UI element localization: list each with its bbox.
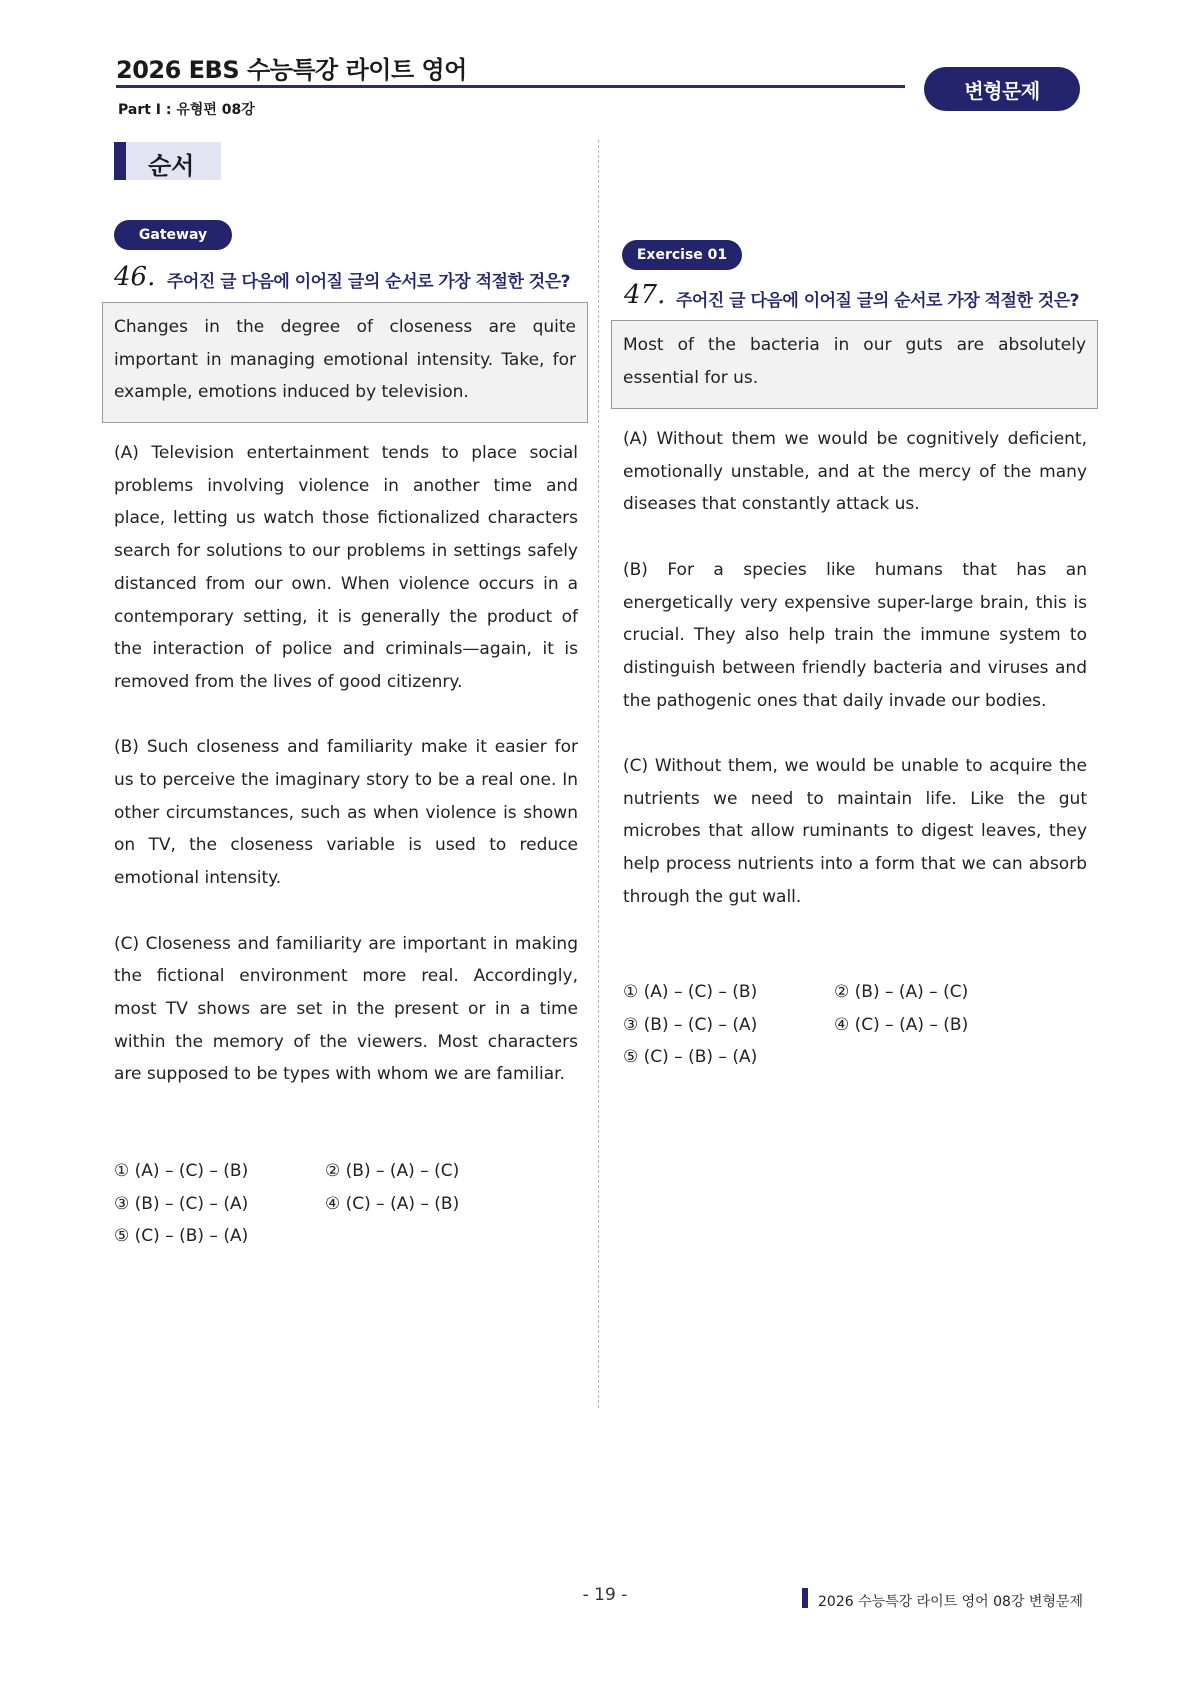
column-divider — [598, 140, 599, 1408]
question-text-46: 주어진 글 다음에 이어질 글의 순서로 가장 적절한 것은? — [167, 272, 570, 292]
section-title: 순서 — [148, 152, 195, 180]
option-2-47[interactable]: ② (B) – (A) – (C) — [834, 982, 969, 1002]
option-1-46[interactable]: ① (A) – (C) – (B) — [114, 1161, 249, 1181]
paragraph-a-47: (A) Without them we would be cognitively deficient, emotionally unstable, and at the mercy of the many diseases that constantly attack us. — [623, 429, 1087, 515]
paragraph-c-46: (C) Closeness and familiarity are important in making the fictional environment more real. Accordingly, most TV shows are set in the present or in a time within the memory of the viewers. Most characters are supposed to be types with whom we are familiar. — [114, 933, 578, 1085]
paragraph-c-47: (C) Without them, we would be unable to acquire the nutrients we need to maintain life. Like the gut microbes that allow ruminants to digest leaves, they help process nutrients into a form that we can absorb through the gut wall. — [623, 756, 1087, 907]
question-number-46: 46. — [114, 262, 156, 292]
page-number: - 19 - — [582, 1585, 628, 1605]
footer-accent-bar — [802, 1588, 808, 1608]
paragraph-a-46: (A) Television entertainment tends to place social problems involving violence in another time and place, letting us watch those fictionalized characters search for solutions to our problems in settings safely distanced from our own. When violence occurs in a contemporary setting, it is generally the product of the interaction of police and criminals—again, it is removed from the lives of good citizenry. — [114, 443, 578, 692]
question-number-47: 47. — [624, 280, 666, 310]
exercise-tag: Exercise 01 — [622, 240, 742, 270]
variant-badge: 변형문제 — [924, 67, 1080, 111]
header-rule — [116, 85, 905, 88]
gateway-tag: Gateway — [114, 220, 232, 250]
paragraph-b-47: (B) For a species like humans that has an energetically very expensive super-large brain, this is crucial. They also help train the immune system to distinguish between friendly bacteria and viruses and the pathogenic ones that daily invade our bodies. — [623, 559, 1087, 711]
option-3-47[interactable]: ③ (B) – (C) – (A) — [623, 1015, 758, 1035]
passages-47 — [623, 423, 1087, 914]
option-4-47[interactable]: ④ (C) – (A) – (B) — [834, 1015, 969, 1035]
paragraph-b-46: (B) Such closeness and familiarity make it easier for us to perceive the imaginary story to be a real one. In other circumstances, such as when violence is shown on TV, the closeness variable is used to reduce emotional intensity. — [114, 737, 578, 889]
given-text-box-47 — [611, 320, 1098, 409]
option-5-47[interactable]: ⑤ (C) – (B) – (A) — [623, 1047, 758, 1067]
header-part: Part Ⅰ : 유형편 08강 — [118, 102, 255, 118]
footer-title: 2026 수능특강 라이트 영어 08강 변형문제 — [818, 1594, 1084, 1610]
given-text-46: Changes in the degree of closeness are quite important in managing emotional intensity. Take, for example, emotions induced by television. — [114, 317, 576, 403]
option-3-46[interactable]: ③ (B) – (C) – (A) — [114, 1194, 249, 1214]
option-5-46[interactable]: ⑤ (C) – (B) – (A) — [114, 1226, 249, 1246]
question-text-47: 주어진 글 다음에 이어질 글의 순서로 가장 적절한 것은? — [676, 291, 1079, 311]
option-2-46[interactable]: ② (B) – (A) – (C) — [325, 1161, 460, 1181]
option-4-46[interactable]: ④ (C) – (A) – (B) — [325, 1194, 460, 1214]
option-1-47[interactable]: ① (A) – (C) – (B) — [623, 982, 758, 1002]
header-title: 2026 EBS 수능특강 라이트 영어 — [116, 56, 467, 84]
given-text-47: Most of the bacteria in our guts are absolutely essential for us. — [623, 335, 1086, 388]
given-text-box-46 — [102, 302, 588, 423]
passages-46 — [114, 437, 578, 1091]
